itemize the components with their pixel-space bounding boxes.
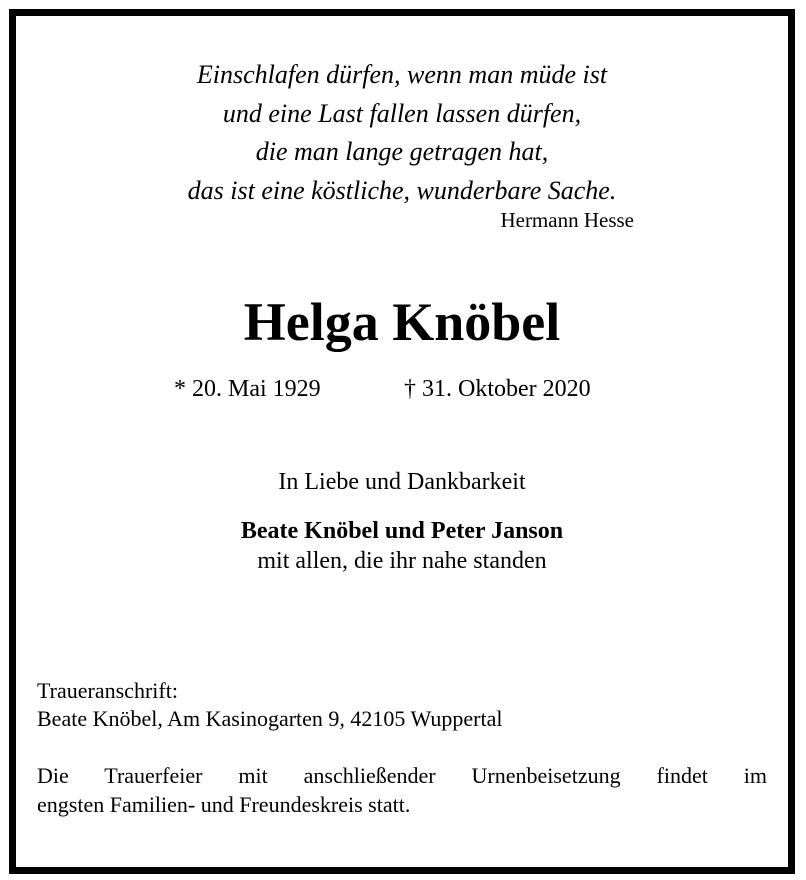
dedication: In Liebe und Dankbarkeit: [278, 469, 526, 495]
notice-line-2: engsten Familien- und Freundeskreis statt.: [37, 792, 411, 817]
birth-date: * 20. Mai 1929: [174, 376, 321, 402]
deceased-name: Helga Knöbel: [243, 292, 561, 352]
poem: [16, 56, 788, 210]
address-label: Traueranschrift:: [37, 678, 178, 703]
funeral-notice: [37, 761, 767, 819]
address-line: Beate Knöbel, Am Kasinogarten 9, 42105 Wuppertal: [37, 706, 503, 731]
death-date: † 31. Oktober 2020: [404, 376, 591, 402]
obituary-frame: [9, 9, 795, 874]
poem-line-2: und eine Last fallen lassen dürfen,: [222, 98, 582, 128]
mourners-subline: mit allen, die ihr nahe standen: [257, 548, 547, 574]
poem-line-1: Einschlafen dürfen, wenn man müde ist: [196, 60, 608, 89]
poem-line-4: das ist eine köstliche, wunderbare Sache.: [187, 175, 617, 205]
notice-line-1: Die Trauerfeier mit anschließender Urnenbeisetzung findet im: [37, 763, 767, 788]
mourners-names: Beate Knöbel und Peter Janson: [240, 518, 564, 544]
poem-line-3: die man lange getragen hat,: [255, 137, 549, 166]
poem-author: Hermann Hesse: [500, 208, 634, 232]
